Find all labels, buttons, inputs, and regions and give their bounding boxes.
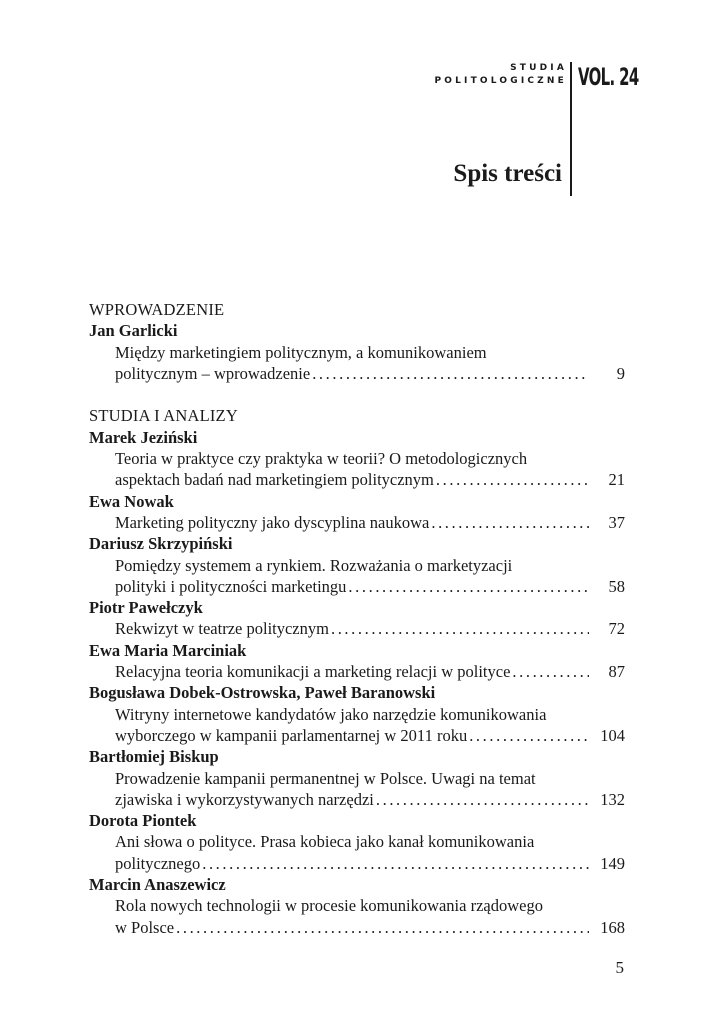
dot-leader	[512, 661, 589, 682]
section-heading: STUDIA I ANALIZY	[89, 406, 238, 426]
toc-entry-line	[115, 725, 625, 746]
toc-entry[interactable]	[115, 768, 625, 811]
dot-leader	[436, 469, 589, 490]
toc-author: Marcin Anaszewicz	[89, 875, 226, 895]
toc-entry[interactable]	[115, 618, 625, 639]
toc-author: Piotr Pawełczyk	[89, 598, 203, 618]
toc-entry-title: w Polsce	[115, 917, 175, 937]
toc-author: Ewa Maria Marciniak	[89, 640, 247, 660]
toc-entry-line	[115, 576, 625, 597]
toc-author: Dorota Piontek	[89, 811, 197, 831]
toc-author: Bogusława Dobek-Ostrowska, Paweł Baranowski	[89, 683, 436, 703]
dot-leader	[312, 363, 589, 384]
dot-leader	[202, 853, 589, 874]
section-gap	[89, 384, 625, 405]
toc-page-number: 37	[608, 512, 625, 532]
toc-entry-title: zjawiska i wykorzystywanych narzędzi	[115, 789, 374, 809]
page-number: 5	[615, 958, 624, 977]
toc-page-number: 104	[600, 725, 625, 745]
toc-entry-title: Ani słowa o polityce. Prasa kobieca jako kanał komunikowania	[115, 832, 535, 852]
dot-leader	[176, 917, 589, 938]
toc-entry-line	[115, 363, 625, 384]
toc-page-number: 21	[608, 470, 625, 490]
toc-entry-title: Marketing polityczny jako dyscyplina naukowa	[115, 512, 430, 532]
toc-author: Jan Garlicki	[89, 321, 178, 341]
toc-entry-line	[115, 704, 625, 725]
toc-entry-line	[115, 895, 625, 916]
toc-entry-title: Witryny internetowe kandydatów jako narzędzie komunikowania	[115, 704, 547, 724]
toc-entry[interactable]	[115, 895, 625, 938]
toc-page-number: 72	[608, 619, 625, 639]
toc-entry-line	[115, 555, 625, 576]
dot-leader	[431, 512, 589, 533]
toc-entry[interactable]	[115, 704, 625, 747]
toc-entry-line	[115, 831, 625, 852]
toc-entry-title: polityki i polityczności marketingu	[115, 576, 347, 596]
header-vertical-rule	[570, 62, 572, 196]
toc-entry-line	[115, 789, 625, 810]
journal-name-line2: POLITOLOGICZNE	[434, 76, 567, 86]
table-of-contents	[89, 299, 625, 938]
toc-entry[interactable]	[115, 448, 625, 491]
toc-page-number: 168	[600, 917, 625, 937]
toc-entry-line	[115, 917, 625, 938]
toc-entry[interactable]	[115, 831, 625, 874]
toc-entry-title: politycznym – wprowadzenie	[115, 363, 311, 383]
toc-author: Marek Jeziński	[89, 427, 198, 447]
toc-author: Ewa Nowak	[89, 491, 174, 511]
toc-entry-line	[115, 342, 625, 363]
toc-entry-title: politycznego	[115, 853, 201, 873]
toc-entry-title: Pomiędzy systemem a rynkiem. Rozważania o marketyzacji	[115, 555, 513, 575]
toc-entry-line	[115, 853, 625, 874]
toc-entry-title: aspektach badań nad marketingiem politycznym	[115, 470, 434, 490]
toc-entry-title: Prowadzenie kampanii permanentnej w Polsce. Uwagi na temat	[115, 768, 536, 788]
dot-leader	[376, 789, 589, 810]
toc-page-number: 58	[608, 576, 625, 596]
journal-name-line1: STUDIA	[510, 63, 567, 73]
toc-entry[interactable]	[115, 512, 625, 533]
dot-leader	[348, 576, 589, 597]
toc-entry-line	[115, 618, 625, 639]
journal-header	[0, 62, 717, 102]
toc-entry-title: wyborczego w kampanii parlamentarnej w 2011 roku	[115, 725, 468, 745]
toc-entry-line	[115, 661, 625, 682]
toc-entry[interactable]	[115, 661, 625, 682]
toc-entry-title: Teoria w praktyce czy praktyka w teorii? O metodologicznych	[115, 449, 528, 469]
toc-author: Dariusz Skrzypiński	[89, 534, 233, 554]
toc-entry-title: Rekwizyt w teatrze politycznym	[115, 619, 329, 639]
toc-author: Bartłomiej Biskup	[89, 747, 219, 767]
toc-entry[interactable]	[115, 342, 625, 385]
toc-page-number: 149	[600, 853, 625, 873]
dot-leader	[469, 725, 589, 746]
volume-label: VOL. 24	[578, 63, 639, 91]
toc-entry-line	[115, 469, 625, 490]
dot-leader	[331, 618, 589, 639]
toc-entry-line	[115, 768, 625, 789]
page-title: Spis treści	[453, 160, 562, 187]
toc-page-number: 87	[608, 662, 625, 682]
section-heading: WPROWADZENIE	[89, 300, 225, 319]
toc-entry[interactable]	[115, 555, 625, 598]
toc-entry-line	[115, 512, 625, 533]
toc-entry-title: Relacyjna teoria komunikacji a marketing relacji w polityce	[115, 662, 511, 682]
journal-name	[434, 62, 567, 88]
toc-page-number: 9	[616, 363, 625, 383]
toc-entry-line	[115, 448, 625, 469]
toc-entry-title: Rola nowych technologii w procesie komunikowania rządowego	[115, 896, 543, 916]
toc-page-number: 132	[600, 789, 625, 809]
toc-entry-title: Między marketingiem politycznym, a komunikowaniem	[115, 342, 487, 362]
